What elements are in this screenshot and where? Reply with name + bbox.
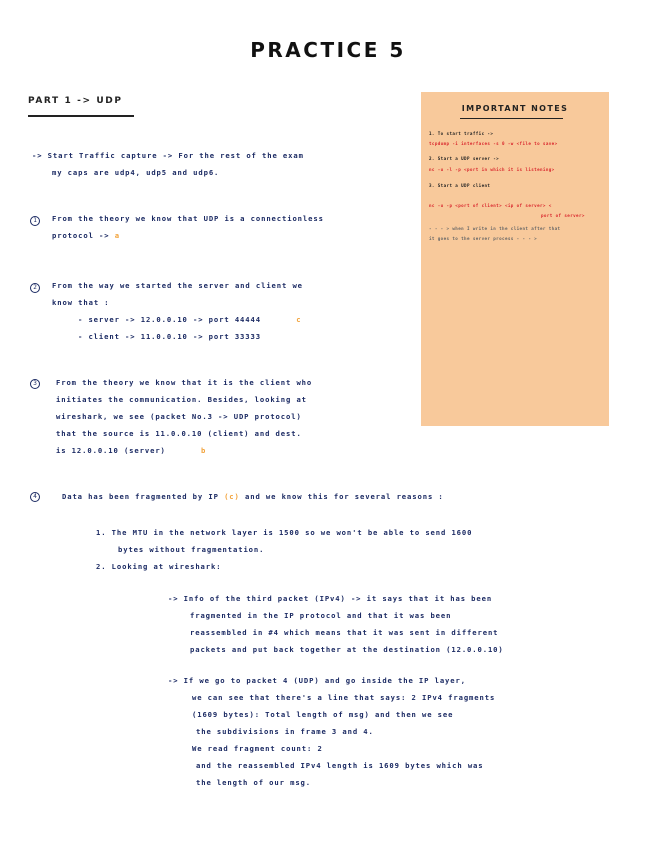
- item-1-line-2: protocol ->: [52, 231, 110, 240]
- item-2-line-1: From the way we started the server and client we: [52, 281, 303, 290]
- item-3-line-2: initiates the communication. Besides, looking at: [56, 395, 307, 404]
- item-4-arrow-2: [168, 672, 495, 791]
- item-3-bullet: 3: [30, 379, 40, 389]
- item-4-lead-after: and we know this for several reasons :: [244, 492, 444, 501]
- item-4-sub-1-line-1: 1. The MTU in the network layer is 1500 so we won't be able to send 1600: [96, 528, 473, 537]
- item-2-paragraph: [52, 277, 303, 345]
- note-3-label: 3. Start a UDP client: [429, 183, 491, 188]
- item-4-arrow-1-line-1: -> Info of the third packet (IPv4) -> it says that it has been: [168, 594, 493, 603]
- page-title: PRACTICE 5: [250, 38, 406, 62]
- intro-line-1: -> Start Traffic capture -> For the rest of the exam: [32, 151, 304, 160]
- item-1-bullet: 1: [30, 216, 40, 226]
- note-2-command: nc -u -l -p <port in which it is listening>: [429, 167, 555, 172]
- item-4-lead-before: Data has been fragmented by IP: [62, 492, 219, 501]
- note-1-label: 1. To start traffic ->: [429, 131, 494, 136]
- item-3-line-1: From the theory we know that it is the client who: [56, 378, 313, 387]
- item-1-line-1: From the theory we know that UDP is a connectionless: [52, 214, 324, 223]
- item-1-paragraph: [52, 210, 324, 244]
- note-3-command-line-2: port of server>: [541, 213, 585, 218]
- item-4-arrow-1-line-2: fragmented in the IP protocol and that it was been: [190, 611, 452, 620]
- item-4-bullet: 4: [30, 492, 40, 502]
- intro-paragraph: [32, 147, 304, 181]
- note-1-command: tcpdump -i interfaces -s 0 -w <file to save>: [429, 141, 558, 146]
- item-4-arrow-2-line-4: the subdivisions in frame 3 and 4.: [196, 727, 374, 736]
- item-4-answer-letter: (c): [224, 492, 240, 501]
- item-3-line-3: wireshark, we see (packet No.3 -> UDP protocol): [56, 412, 302, 421]
- note-2-label: 2. Start a UDP server ->: [429, 156, 500, 161]
- item-3-line-4: that the source is 11.0.0.10 (client) and dest.: [56, 429, 302, 438]
- item-4-arrow-2-line-7: the length of our msg.: [196, 778, 311, 787]
- important-notes-panel: [421, 92, 609, 426]
- item-3-line-5: is 12.0.0.10 (server): [56, 446, 166, 455]
- item-4-sub-1-line-2: bytes without fragmentation.: [118, 545, 265, 554]
- item-2-line-2: know that :: [52, 298, 110, 307]
- item-4-sublist: [96, 524, 472, 575]
- item-4-arrow-1-line-4: packets and put back together at the destination (12.0.0.10): [190, 645, 504, 654]
- item-2-server-line: - server -> 12.0.0.10 -> port 44444: [78, 315, 261, 324]
- note-4-line-1: - - - > when I write in the client after that: [429, 226, 561, 231]
- item-4-arrow-2-line-2: we can see that there's a line that says: 2 IPv4 fragments: [192, 693, 496, 702]
- important-notes-title: IMPORTANT NOTES: [461, 104, 569, 113]
- item-2-client-line: - client -> 11.0.0.10 -> port 33333: [78, 332, 261, 341]
- item-1-answer-letter: a: [114, 231, 120, 240]
- item-2-answer-letter: c: [296, 315, 302, 324]
- item-4-sub-2-line-1: 2. Looking at wireshark:: [96, 562, 222, 571]
- item-2-bullet: 2: [30, 283, 40, 293]
- intro-line-2: my caps are udp4, udp5 and udp6.: [52, 168, 220, 177]
- item-4-arrow-2-line-6: and the reassembled IPv4 length is 1609 bytes which was: [196, 761, 484, 770]
- item-4-arrow-2-line-5: We read fragment count: 2: [192, 744, 323, 753]
- item-4-arrow-2-line-3: (1609 bytes): Total length of msg) and then we see: [192, 710, 454, 719]
- item-4-arrow-2-line-1: -> If we go to packet 4 (UDP) and go inside the IP layer,: [168, 676, 466, 685]
- item-4-arrow-1-line-3: reassembled in #4 which means that it was sent in different: [190, 628, 499, 637]
- item-4-lead: [62, 488, 444, 505]
- part-title: PART 1 -> UDP: [28, 96, 123, 106]
- note-3-command-line-1: nc -u -p <port of client> <ip of server> <: [429, 203, 552, 208]
- important-notes-underline: [460, 118, 563, 119]
- item-4-arrow-1: [168, 590, 504, 658]
- note-4-line-2: it goes to the server process - - - >: [429, 236, 538, 241]
- item-3-answer-letter: b: [201, 446, 207, 455]
- item-3-paragraph: [56, 374, 312, 459]
- part-title-underline: [28, 115, 134, 117]
